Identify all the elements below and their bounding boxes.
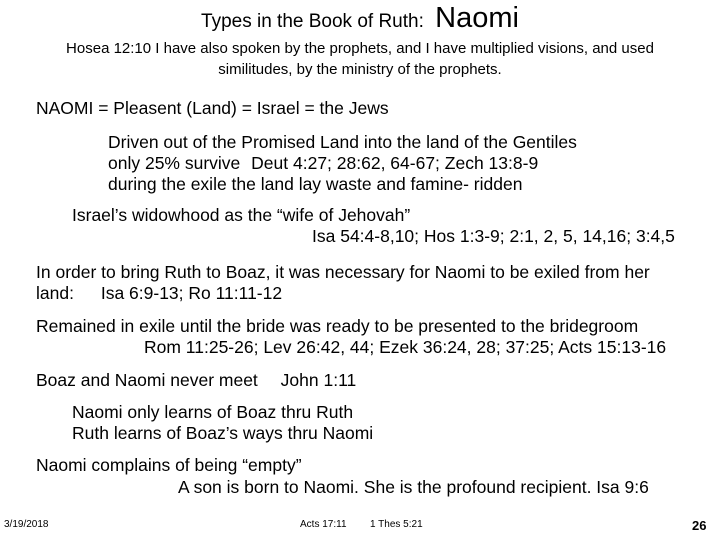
learns-line-1: Naomi only learns of Boaz thru Ruth — [72, 402, 354, 422]
driven-survive: only 25% survive — [108, 153, 241, 173]
driven-line-2 — [108, 153, 577, 174]
order-line-1: In order to bring Ruth to Boaz, it was necessary for Naomi to be exiled from her — [36, 262, 650, 282]
slide-title — [0, 2, 720, 35]
widowhood-line-1: Israel’s widowhood as the “wife of Jehovah” — [72, 205, 411, 225]
naomi-heading: NAOMI = Pleasent (Land) = Israel = the Jews — [36, 98, 389, 118]
learns-block — [72, 402, 373, 444]
order-block — [36, 262, 650, 304]
order-line-2 — [36, 283, 650, 304]
widowhood-refs: Isa 54:4-8,10; Hos 1:3-9; 2:1, 2, 5, 14,16; 3:4,5 — [312, 226, 675, 246]
boaz-text: Boaz and Naomi never meet — [36, 370, 258, 390]
footer-ref-thes: 1 Thes 5:21 — [370, 519, 423, 530]
remained-refs: Rom 11:25-26; Lev 26:42, 44; Ezek 36:24, 28; 37:25; Acts 15:13-16 — [144, 337, 667, 357]
boaz-ref: John 1:11 — [280, 370, 357, 390]
page-number: 26 — [692, 518, 707, 533]
learns-line-2: Ruth learns of Boaz’s ways thru Naomi — [72, 423, 374, 443]
complains-line-1: Naomi complains of being “empty” — [36, 455, 302, 475]
order-refs: Isa 6:9-13; Ro 11:11-12 — [100, 283, 283, 303]
order-land: land: — [36, 283, 74, 303]
boaz-line — [36, 370, 356, 391]
footer-date: 3/19/2018 — [4, 519, 49, 530]
title-name: Naomi — [435, 2, 519, 34]
hosea-line-2: similitudes, by the ministry of the prophets. — [218, 61, 502, 78]
remained-line-1: Remained in exile until the bride was ready to be presented to the bridegroom — [36, 316, 639, 336]
driven-line-1: Driven out of the Promised Land into the land of the Gentiles — [108, 132, 577, 152]
driven-block — [108, 132, 577, 195]
hosea-quote — [0, 38, 720, 80]
title-prefix: Types in the Book of Ruth: — [201, 11, 424, 32]
complains-line-2: A son is born to Naomi. She is the profound recipient. Isa 9:6 — [178, 477, 649, 497]
hosea-line-1: Hosea 12:10 I have also spoken by the prophets, and I have multiplied visions, and used — [66, 40, 654, 57]
footer-ref-acts: Acts 17:11 — [300, 519, 347, 530]
driven-refs: Deut 4:27; 28:62, 64-67; Zech 13:8-9 — [251, 153, 539, 173]
driven-line-3: during the exile the land lay waste and famine- ridden — [108, 174, 523, 194]
